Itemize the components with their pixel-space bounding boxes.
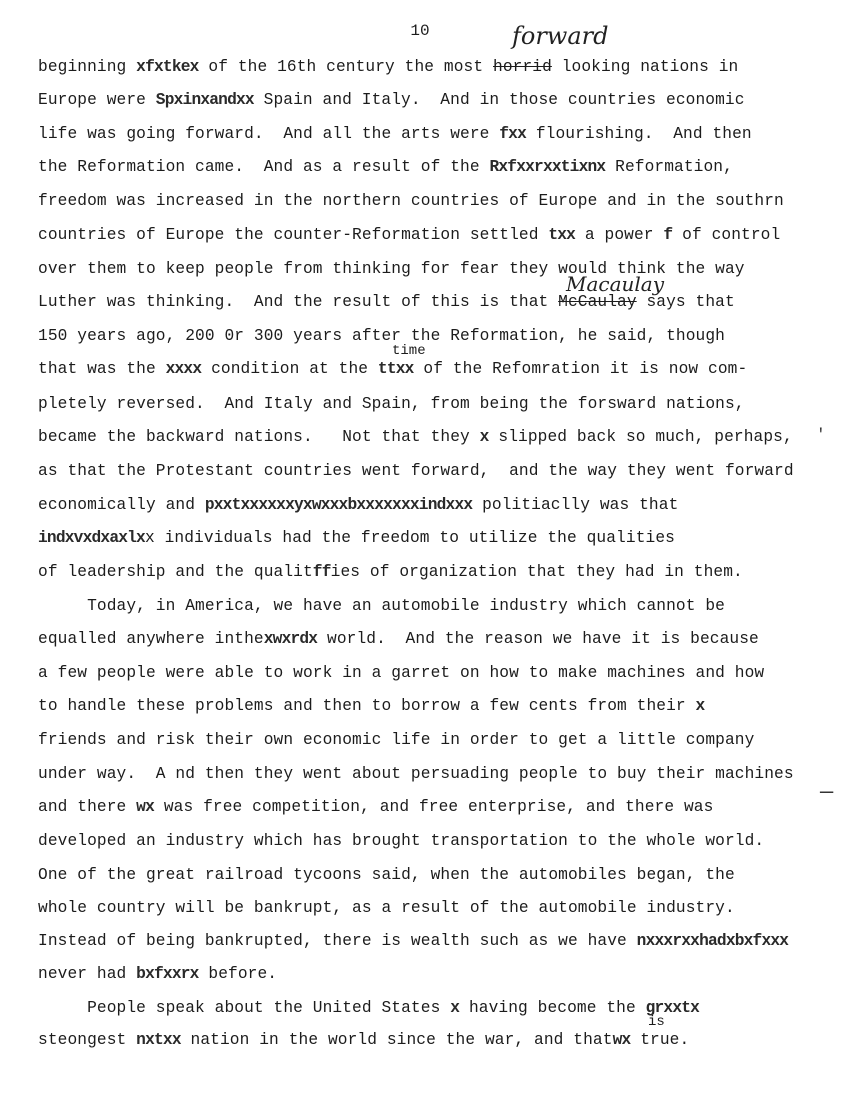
typed-overstrike: nxtxx <box>136 1031 181 1049</box>
text-line: countries of Europe the counter-Reformation settled txx a power f of control <box>38 226 781 244</box>
text-line: equalled anywhere inthexwxrdx world. And the reason we have it is because <box>38 630 759 648</box>
typed-overstrike: f <box>663 226 673 244</box>
text-line: and there wx was free competition, and free enterprise, and there was <box>38 798 714 816</box>
text-line: became the backward nations. Not that they x slipped back so much, perhaps, <box>38 428 793 446</box>
text-line: Instead of being bankrupted, there is wealth such as we have nxxxrxxhadxbxfxxx <box>38 932 789 950</box>
margin-dash: — <box>820 780 834 805</box>
text-line: to handle these problems and then to borrow a few cents from their x <box>38 697 705 715</box>
text-line: as that the Protestant countries went forward, and the way they went forward <box>38 462 794 480</box>
typed-overstrike: xwxrdx <box>263 630 318 648</box>
text-line: developed an industry which has brought transportation to the whole world. <box>38 832 765 850</box>
struck-word: horrid <box>493 58 552 76</box>
handwritten-insertion-forward: forward <box>512 22 609 50</box>
typed-insertion-is: is <box>648 1014 665 1030</box>
margin-mark: ' <box>816 426 826 444</box>
text-line: indxvxdxaxlxx individuals had the freedom to utilize the qualities <box>38 529 675 547</box>
typed-overstrike: Rxfxxrxxtixnx <box>489 158 606 176</box>
text-line: economically and pxxtxxxxxxyxwxxxbxxxxxxxindxxx politiaclly was that <box>38 496 679 514</box>
typed-overstrike: bxfxxrx <box>136 965 199 983</box>
text-line: life was going forward. And all the arts were fxx flourishing. And then <box>38 125 752 143</box>
typed-overstrike: grxxtx <box>645 999 700 1017</box>
typed-overstrike: indxvxdxaxlx <box>38 529 145 547</box>
text-line: pletely reversed. And Italy and Spain, from being the forsward nations, <box>38 395 745 413</box>
text-line: Luther was thinking. And the result of this is that McCaulay says that <box>38 293 735 311</box>
typed-overstrike: wx <box>136 798 154 816</box>
typed-overstrike: x <box>479 428 489 446</box>
text-line: whole country will be bankrupt, as a result of the automobile industry. <box>38 899 735 917</box>
text-line: a few people were able to work in a garret on how to make machines and how <box>38 664 765 682</box>
text-line: One of the great railroad tycoons said, when the automobiles began, the <box>38 866 735 884</box>
text-line: steongest nxtxx nation in the world since the war, and thatwx true. <box>38 1031 690 1049</box>
typed-overstrike: pxxtxxxxxxyxwxxxbxxxxxxxindxxx <box>204 496 473 514</box>
text-line: 150 years ago, 200 0r 300 years after the Reformation, he said, though <box>38 327 725 345</box>
text-line: Today, in America, we have an automobile industry which cannot be <box>38 597 725 615</box>
typed-overstrike: fxx <box>499 125 527 143</box>
typed-overstrike: xfxtkex <box>136 58 199 76</box>
text-line: of leadership and the qualitffies of organization that they had in them. <box>38 563 743 581</box>
struck-word: McCaulay <box>558 293 637 311</box>
typed-overstrike: x <box>695 697 705 715</box>
text-line: friends and risk their own economic life in order to get a little company <box>38 731 755 749</box>
text-line: under way. A nd then they went about persuading people to buy their machines <box>38 765 794 783</box>
typed-overstrike: Spxinxandxx <box>155 91 254 109</box>
text-line: that was the xxxx condition at the ttxx of the Refomration it is now com- <box>38 360 748 378</box>
typed-overstrike: txx <box>548 226 576 244</box>
typed-overstrike: nxxxrxxhadxbxfxxx <box>636 932 789 950</box>
typed-overstrike: xxxx <box>165 360 202 378</box>
typed-overstrike: ff <box>312 563 331 581</box>
text-line: freedom was increased in the northern countries of Europe and in the southrn <box>38 192 784 210</box>
text-line: the Reformation came. And as a result of the Rxfxxrxxtixnx Reformation, <box>38 158 733 176</box>
text-line: never had bxfxxrx before. <box>38 965 278 983</box>
text-line: Europe were Spxinxandxx Spain and Italy. And in those countries economic <box>38 91 745 109</box>
text-line: beginning xfxtkex of the 16th century the most horrid looking nations in <box>38 58 739 76</box>
handwritten-insertion-macaulay: Macaulay <box>566 272 665 296</box>
text-line: People speak about the United States x having become the grxxtx <box>38 999 700 1017</box>
page-number: 10 <box>410 22 430 40</box>
text-line: over them to keep people from thinking for fear they would think the way <box>38 260 745 278</box>
typed-overstrike: wx <box>612 1031 631 1049</box>
typed-overstrike: ttxx <box>377 360 414 378</box>
typed-insertion-time: time <box>392 343 426 359</box>
typed-overstrike: x <box>450 999 460 1017</box>
